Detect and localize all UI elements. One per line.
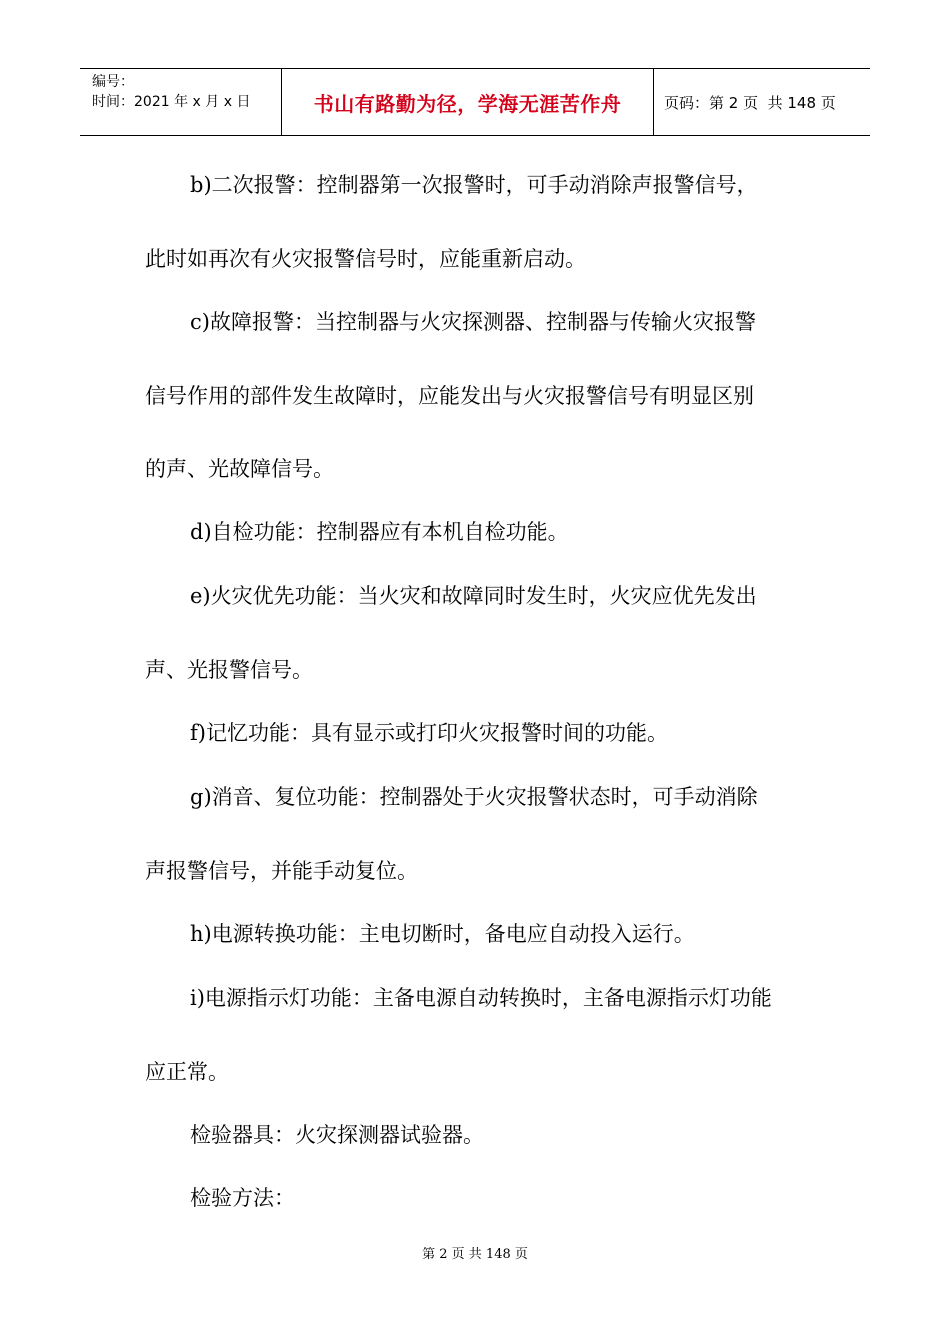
body-line: 的声、光故障信号。	[145, 457, 334, 481]
body-line: 应正常。	[145, 1060, 229, 1084]
body-line: 此时如再次有火灾报警信号时，应能重新启动。	[145, 247, 586, 271]
body-line: h)电源转换功能：主电切断时，备电应自动投入运行。	[190, 922, 695, 946]
header-page-info	[654, 69, 870, 135]
body-line: f)记忆功能：具有显示或打印火灾报警时间的功能。	[190, 721, 668, 745]
header-meta	[80, 69, 282, 135]
body-line: 声、光报警信号。	[145, 658, 313, 682]
page-footer: 第 2 页 共 148 页	[422, 1247, 528, 1262]
body-line: 检验器具：火灾探测器试验器。	[190, 1123, 484, 1147]
header-motto: 书山有路勤为径，学海无涯苦作舟	[282, 69, 654, 135]
body-line: d)自检功能：控制器应有本机自检功能。	[190, 520, 569, 544]
body-line: i)电源指示灯功能：主备电源自动转换时，主备电源指示灯功能	[190, 986, 772, 1010]
header-time-label: 时间：2021 年 x 月 x 日	[92, 94, 251, 110]
header-number-label: 编号：	[92, 74, 134, 90]
body-line: g)消音、复位功能：控制器处于火灾报警状态时，可手动消除	[190, 785, 758, 809]
body-line: 检验方法：	[190, 1186, 295, 1210]
body-line: e)火灾优先功能：当火灾和故障同时发生时，火灾应优先发出	[190, 584, 757, 608]
header-page-info-text: 页码：第 2 页 共 148 页	[664, 93, 836, 112]
document-header	[80, 68, 870, 136]
body-line: c)故障报警：当控制器与火灾探测器、控制器与传输火灾报警	[190, 310, 756, 334]
body-line: b)二次报警：控制器第一次报警时，可手动消除声报警信号，	[190, 173, 758, 197]
body-line: 信号作用的部件发生故障时，应能发出与火灾报警信号有明显区别	[145, 384, 754, 408]
body-line: 声报警信号，并能手动复位。	[145, 859, 418, 883]
